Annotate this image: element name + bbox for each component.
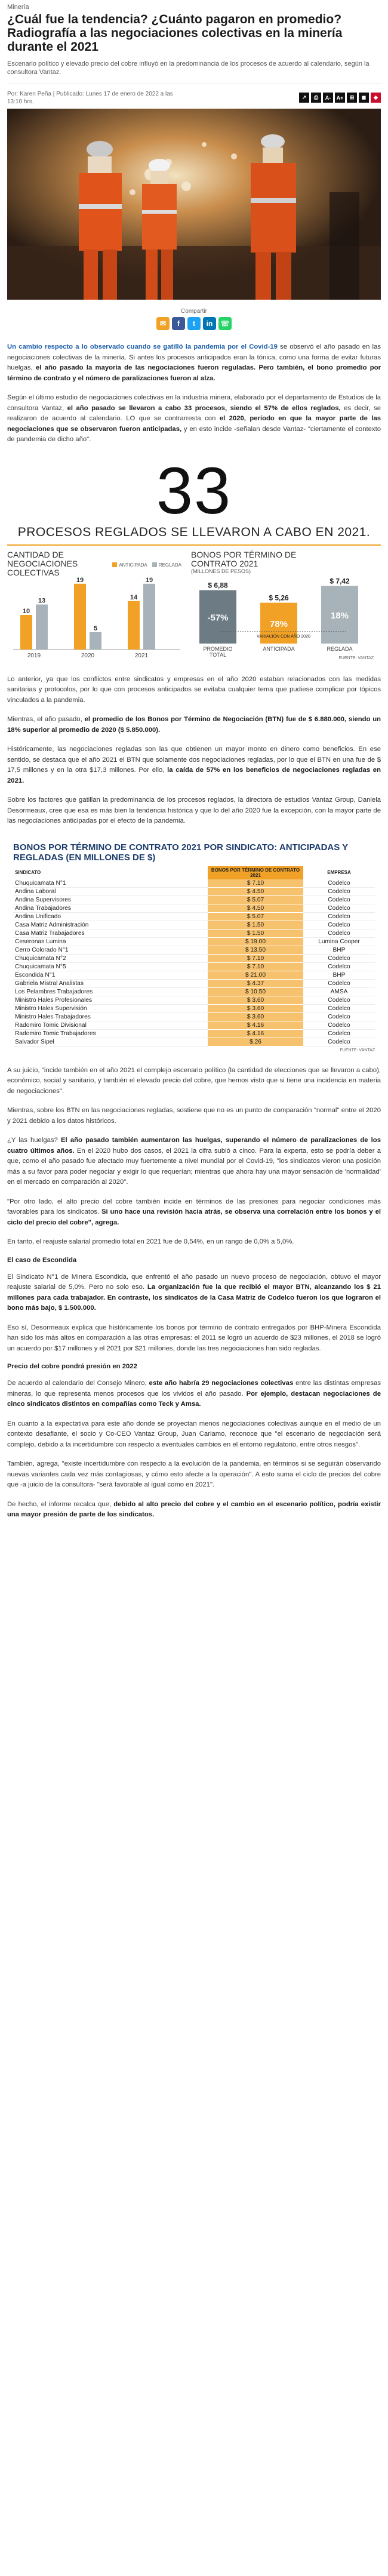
cell-empresa: Codelco — [303, 996, 375, 1004]
cell-sindicato: Ministro Hales Trabajadores — [13, 1012, 208, 1021]
cell-bono: $ 21.00 — [208, 971, 303, 979]
bar-value-label: 13 — [38, 597, 46, 605]
cell-sindicato: Gabriela Mistral Analistas — [13, 979, 208, 987]
expand-icon[interactable]: ⊞ — [347, 93, 357, 103]
share-label: Compartir — [181, 308, 207, 315]
bonus-table-figure — [7, 842, 381, 1052]
chart-bonos — [191, 550, 376, 663]
highlight-link[interactable]: Un cambio respecto a lo observado cuando se gatilló la pandemia por el Covid-19 — [7, 343, 278, 350]
x-tick-label: ANTICIPADA — [263, 645, 295, 652]
cell-empresa: Codelco — [303, 895, 375, 904]
table-row — [13, 912, 375, 921]
p10-bold: Si uno hace una revisión hacia atrás, se observa una correlación entre los bonos y el ciclo del precio del cobre", agrega. — [7, 1208, 381, 1226]
cell-bono: $ 7.10 — [208, 879, 303, 888]
bar-anticipada-2019 — [20, 615, 32, 650]
orange-divider — [7, 544, 381, 546]
cell-bono: $ 4.37 — [208, 979, 303, 987]
paragraph-9 — [7, 1135, 381, 1188]
table-row — [13, 1029, 375, 1038]
table-row — [13, 979, 375, 987]
p10-text: "Por otro lado, el alto precio del cobre también incide en términos de las presiones para negociar condiciones más favorables para los sindicatos. — [7, 1198, 381, 1215]
bonus-table — [13, 866, 375, 1047]
cell-sindicato: Ceseronas Lumina — [13, 937, 208, 946]
cell-bono: $ 3.60 — [208, 1012, 303, 1021]
paragraph-16: También, agrega, "existe incertidumbre con respecto a la evolución de la pandemia, en términos si se seguirán observando nuevas variantes cada vez más contagiosas, y cómo esto afecte a la operación". A esto suma el ciclo de precios del cobre que -a juicio de la consultora- "será favorable al igual como en 2021". — [7, 1460, 381, 1488]
bar-anticipada-2020 — [74, 583, 86, 649]
bar-value-label: 19 — [145, 576, 153, 584]
share-tool-icon[interactable]: ↗ — [299, 93, 309, 103]
share-icons — [7, 317, 381, 330]
variation-label: 78% — [269, 618, 288, 629]
cell-empresa: Codelco — [303, 1021, 375, 1029]
paragraph-2 — [7, 393, 381, 445]
p2-text-3: y en esto incide -señalan desde Vantaz- "ciertamente el contexto de pandemia de dicho año". — [7, 425, 381, 443]
cell-empresa: Codelco — [303, 921, 375, 929]
paragraph-3: Lo anterior, ya que los conflictos entre sindicatos y empresas en el año 2020 estaban relacionados con las medidas sanitarias y protocolos, por lo que con procesos anticipados se evitaba cualquier tema que pudiese complicar por tópicos vinculados a la pandemia. — [7, 675, 381, 704]
cell-sindicato: Casa Matriz Trabajadores — [13, 929, 208, 937]
cell-sindicato: Ministro Hales Supervisión — [13, 1004, 208, 1012]
x-tick-label: REGLADA — [327, 645, 353, 652]
cell-empresa: Codelco — [303, 954, 375, 962]
table-row — [13, 895, 375, 904]
cell-bono: $ 5.07 — [208, 895, 303, 904]
byline: Por: Karen Peña | Publicado: Lunes 17 de enero de 2022 a las 13:10 hrs. — [7, 90, 173, 105]
cell-empresa: Codelco — [303, 879, 375, 888]
cell-empresa: Codelco — [303, 962, 375, 971]
cell-bono: $ 3.60 — [208, 996, 303, 1004]
bar-reglada-2021 — [143, 583, 155, 649]
cell-sindicato: Cerro Colorado N°1 — [13, 946, 208, 954]
header-empresa: EMPRESA — [327, 870, 351, 875]
cell-empresa: Codelco — [303, 904, 375, 912]
print-icon[interactable]: ⎙ — [311, 93, 321, 103]
table-row — [13, 946, 375, 954]
bonus-value-label: $ 7,42 — [330, 577, 350, 586]
paragraph-6: Sobre los factores que gatillan la predominancia de los procesos reglados, la directora de estudios Vantaz Group, Daniela Desormeaux, cree que esa es más bien la tendencia histórica y que lo del año 2020 fue la excepción, con la mayor parte de las negociaciones anticipadas por el efecto de la pandemia. — [7, 796, 381, 824]
section-tag[interactable]: Minería — [7, 4, 29, 11]
paragraph-11: En tanto, el reajuste salarial promedio total en 2021 fue de 0,54%, en un rango de 0,0% a 5,0%. — [7, 1238, 294, 1245]
cell-sindicato: Radomiro Tomic Divisional — [13, 1021, 208, 1029]
table-row — [13, 904, 375, 912]
miners-photo-illustration — [7, 109, 381, 300]
big-number-caption: PROCESOS REGLADOS SE LLEVARON A CABO EN 2021. — [17, 525, 371, 539]
paragraph-8: Mientras, sobre los BTN en las negociaciones regladas, sostiene que no es un punto de comparación "normal" entre el 2020 y 2021 debido a los datos históricos. — [7, 1107, 381, 1125]
p1-bold: el año pasado la mayoría de las negociaciones fueron reguladas. Pero también, el bono promedio por término de contrato y el número de paralizaciones fueron al alza. — [7, 364, 381, 382]
font-decrease-icon[interactable]: A- — [323, 93, 333, 103]
cell-bono: $ 5.07 — [208, 912, 303, 921]
subhead-precio-cobre: Precio del cobre pondrá presión en 2022 — [7, 1363, 137, 1370]
table-row — [13, 996, 375, 1004]
bar-value-label: 19 — [76, 576, 84, 584]
header-sindicato: SINDICATO — [15, 870, 41, 875]
byline-row — [7, 84, 381, 106]
table-row — [13, 1021, 375, 1029]
cell-bono: $ 4.50 — [208, 887, 303, 895]
paragraph-7: A su juicio, "incide también en el año 2021 el complejo escenario político (la cantidad de elecciones que se llevaron a cabo), económico, social y sanitario, y también el elevado precio del cobre, que hemos visto que si tiene una incidencia en materia de negociaciones". — [7, 1066, 381, 1095]
cell-bono: $ 13.50 — [208, 946, 303, 954]
chart2-plot — [191, 573, 376, 663]
cell-bono: $ 1.50 — [208, 929, 303, 937]
legend-anticipada: ANTICIPADA — [112, 562, 147, 568]
cell-empresa: Codelco — [303, 929, 375, 937]
cell-empresa: Codelco — [303, 887, 375, 895]
table-source: FUENTE: VANTAZ — [340, 1048, 375, 1052]
paragraph-14 — [7, 1378, 381, 1410]
cell-sindicato: Chuquicamata N°1 — [13, 879, 208, 888]
table-row — [13, 1012, 375, 1021]
linkedin-icon[interactable]: in — [203, 317, 216, 330]
mail-icon[interactable]: ✉ — [156, 317, 170, 330]
cell-sindicato: Chuquicamata N°2 — [13, 954, 208, 962]
p14-text-1: De acuerdo al calendario del Consejo Minero, — [7, 1380, 149, 1387]
article-photo — [7, 109, 381, 300]
chart1-plot — [7, 573, 186, 663]
cell-empresa: Codelco — [303, 1004, 375, 1012]
cell-bono: $ 4.50 — [208, 904, 303, 912]
p1-text: se observó el año pasado en las negociaciones colectivas de la minería. Si antes los procesos anticipados eran la tónica, como una forma de evitar futuras huelgas, — [7, 343, 381, 371]
headline: ¿Cuál fue la tendencia? ¿Cuánto pagaron en promedio? Radiografía a las negociaciones colectivas en la minería durante el 2021 — [7, 13, 343, 54]
p14-bold-1: este año habría 29 negociaciones colectivas — [149, 1380, 294, 1387]
p2-text-2: es decir, se realizaron de acuerdo al calendario. LO que se contrarresta con — [7, 404, 381, 422]
twitter-icon[interactable]: t — [187, 317, 201, 330]
table-row — [13, 954, 375, 962]
bookmark-icon[interactable]: ◼ — [359, 93, 369, 103]
cell-sindicato: Andina Unificado — [13, 912, 208, 921]
table-row — [13, 987, 375, 996]
p17-bold: debido al alto precio del cobre y el cambio en el escenario político, podría existir una mayor presión de parte de los sindicatos. — [7, 1500, 381, 1518]
charts-row — [7, 550, 381, 663]
p2-bold-1: el año pasado se llevaron a cabo 33 procesos, siendo el 57% de ellos reglados, — [67, 404, 341, 412]
cell-bono: $ 10.50 — [208, 987, 303, 996]
x-tick-label: 2020 — [81, 652, 95, 659]
cell-sindicato: Casa Matriz Administración — [13, 921, 208, 929]
table-row — [13, 1038, 375, 1046]
bonus-table-header — [13, 866, 375, 879]
p12-bold: La organización fue la que recibió el mayor BTN, alcanzando los $ 21 millones para cada trabajador. En contraste, los sindicatos de la Casa Matriz de Codelco fueron los que lograron el bono más bajo, $ 1.500.000. — [7, 1284, 381, 1312]
cell-empresa: Lumina Cooper — [303, 937, 375, 946]
paragraph-15: En cuanto a la expectativa para este año donde se proyectan menos negociaciones colectivas aunque en el medio de un contexto desafiante, el socio y Co-CEO Vantaz Group, Juan Cariamo, reconoce que "el escenario de negociación será complejo, debido a la incertidumbre con respecto a eventuales cambios en el entorno regulatorio, entre otros riesgos". — [7, 1420, 381, 1448]
x-tick-label: 2019 — [27, 652, 41, 659]
paragraph-10 — [7, 1197, 381, 1229]
paragraph-12 — [7, 1272, 381, 1314]
chart2-source: FUENTE: VANTAZ — [338, 655, 374, 660]
chart2-subtitle: (MILLONES DE PESOS) — [191, 568, 251, 574]
cell-empresa: Codelco — [303, 1012, 375, 1021]
bar-anticipada-2021 — [128, 601, 140, 649]
article-body — [7, 342, 381, 1521]
cell-sindicato: Radomiro Tomic Trabajadores — [13, 1029, 208, 1038]
table-row — [13, 921, 375, 929]
p2-bold-2: el 2020, período en que la mayor parte de las negociaciones que se observaron fueron anticipadas, — [7, 415, 381, 433]
cell-empresa: Codelco — [303, 1038, 375, 1046]
p4-bold: el promedio de los Bonos por Término de Negociación (BTN) fue de $ 6.880.000, siendo un 18% superior al promedio de 2020 ($ 5.850.000). — [7, 716, 381, 734]
bar-reglada-2020 — [90, 632, 101, 650]
cell-sindicato: Chuquicamata N°5 — [13, 962, 208, 971]
cell-bono: $ 1.50 — [208, 921, 303, 929]
variation-label: -57% — [207, 612, 229, 623]
cell-bono: $ 3.60 — [208, 1004, 303, 1012]
p17-text: De hecho, el informe recalca que, — [7, 1500, 114, 1508]
bar-value-label: 10 — [22, 607, 30, 615]
cell-sindicato: Salvador Sipel — [13, 1038, 208, 1046]
cell-empresa: AMSA — [303, 987, 375, 996]
cell-sindicato: Andina Supervisores — [13, 895, 208, 904]
table-row — [13, 887, 375, 895]
p9-text-1: ¿Y las huelgas? — [7, 1137, 61, 1144]
p5-text: Históricamente, las negociaciones regladas son las que obtienen un mayor monto en dinero como beneficios. En ese sentido, se destaca que el año 2021 el BTN que solamente dos negociaciones regladas, por lo que el BTN en una fue de $ 17,5 millones y en la otra $17,3 millones. Por ello, — [7, 746, 381, 774]
variation-label: 18% — [330, 610, 349, 621]
cell-sindicato: Escondida N°1 — [13, 971, 208, 979]
table-row — [13, 971, 375, 979]
chart-negociaciones — [7, 550, 186, 663]
paragraph-5 — [7, 744, 381, 786]
legend-reglada: REGLADA — [152, 562, 181, 568]
cell-empresa: BHP — [303, 946, 375, 954]
cell-sindicato: Ministro Hales Profesionales — [13, 996, 208, 1004]
p4-text: Mientras, el año pasado, — [7, 716, 85, 723]
x-tick-label: TOTAL — [209, 651, 227, 658]
bonus-table-title: BONOS POR TÉRMINO DE CONTRATO 2021 POR SINDICATO: ANTICIPADAS Y REGLADAS (EN MILLONES DE $) — [13, 842, 348, 863]
chart2-title: BONOS POR TÉRMINO DE CONTRATO 2021 — [191, 549, 297, 568]
bar-reglada-2019 — [36, 604, 48, 649]
cell-bono: $ 4.16 — [208, 1029, 303, 1038]
cell-empresa: BHP — [303, 971, 375, 979]
cell-bono: $ 4.16 — [208, 1021, 303, 1029]
p14-bold-2: Por ejemplo, destacan negociaciones de cinco sindicatos distintos en compañías como Teck y Amsa. — [7, 1390, 381, 1408]
bar-value-label: 14 — [130, 593, 138, 601]
bar-value-label: 5 — [93, 624, 98, 632]
cell-bono: $ 19.00 — [208, 937, 303, 946]
paragraph-13: Eso sí, Desormeaux explica que históricamente los bonos por término de contrato entregados por BHP-Minera Escondida han sido los más altos en comparación a las otras empresas: el 2011 se logró un acuerdo de $23 millones, el 2018 se logró un acuerdo por $17 millones y el 2021 por $21 millones, donde las tres negociaciones han sido regladas. — [7, 1324, 381, 1352]
paragraph-17 — [7, 1500, 381, 1521]
cell-bono: $ 7.10 — [208, 962, 303, 971]
cell-sindicato: Andina Laboral — [13, 887, 208, 895]
table-row — [13, 879, 375, 888]
facebook-icon[interactable]: f — [172, 317, 185, 330]
x-tick-label: 2021 — [134, 652, 149, 659]
subhead-escondida: El caso de Escondida — [7, 1256, 77, 1264]
paragraph-4 — [7, 715, 381, 735]
cell-empresa: Codelco — [303, 1029, 375, 1038]
variation-label-caption: VARIACIÓN CON AÑO 2020 — [257, 634, 310, 639]
cell-bono: $.26 — [208, 1038, 303, 1046]
x-tick-label: PROMEDIO — [203, 645, 233, 652]
p9-text-2: En el 2020 hubo dos casos, el 2021 la cifra subió a cinco. Para la experta, esto se podría deber a que, como el año pasado fue afectado muy fuertemente a nivel mundial por el Covid-19, "los sindicatos vieron una posición más a su favor para poder negociar y exigir lo que requerían; mientras que ahora hay una mayor sensación de 'normalidad' en el mercado en comparación al 2020". — [7, 1147, 381, 1186]
article-tools — [299, 93, 381, 103]
big-number: 33 — [156, 454, 232, 528]
table-row — [13, 929, 375, 937]
paragraph-1 — [7, 342, 381, 384]
cell-bono: $ 7.10 — [208, 954, 303, 962]
p5-bold: la caída de 57% en los beneficios de negociaciones regladas en 2021. — [7, 767, 381, 784]
whatsapp-icon[interactable]: ☏ — [218, 317, 232, 330]
table-row — [13, 962, 375, 971]
p12-text: El Sindicato N°1 de Minera Escondida, que enfrentó el año pasado un nuevo proceso de negociación, obtuvo el mayor reajuste salarial de 5,0%. Pero no solo eso. — [7, 1273, 381, 1291]
table-row — [13, 937, 375, 946]
table-row — [13, 1004, 375, 1012]
chart1-title: CANTIDAD DE NEGOCIACIONES COLECTIVAS — [7, 549, 78, 577]
font-increase-icon[interactable]: A+ — [335, 93, 345, 103]
cell-sindicato: Andina Trabajadores — [13, 904, 208, 912]
cell-empresa: Codelco — [303, 979, 375, 987]
p14-text-2: entre las distintas empresas mineras, lo que representa menos procesos que los vividos el año pasado. — [7, 1380, 381, 1398]
bonus-value-label: $ 5,26 — [269, 593, 289, 602]
p2-text-1: Según el último estudio de negociaciones colectivas en la industria minera, elaborado por el departamento de Estudios de la consultora Vantaz, — [7, 394, 381, 412]
chart1-legend — [112, 562, 181, 568]
premium-icon[interactable]: ◆ — [371, 93, 381, 103]
cell-sindicato: Los Pelambres Trabajadores — [13, 987, 208, 996]
bonus-table-body — [13, 879, 375, 1047]
cell-empresa: Codelco — [303, 912, 375, 921]
share-block — [7, 308, 381, 330]
header-bono: BONOS POR TÉRMINO DE CONTRATO 2021 — [208, 866, 303, 879]
bonus-value-label: $ 6,88 — [208, 581, 228, 590]
lead-paragraph: Escenario político y elevado precio del cobre influyó en la predominancia de los procesos de acuerdo al calendario, según la consultora Vantaz. — [7, 60, 369, 76]
p9-bold: El año pasado también aumentaron las huelgas, superando el número de paralizaciones de los cuatro últimos años. — [7, 1137, 381, 1155]
